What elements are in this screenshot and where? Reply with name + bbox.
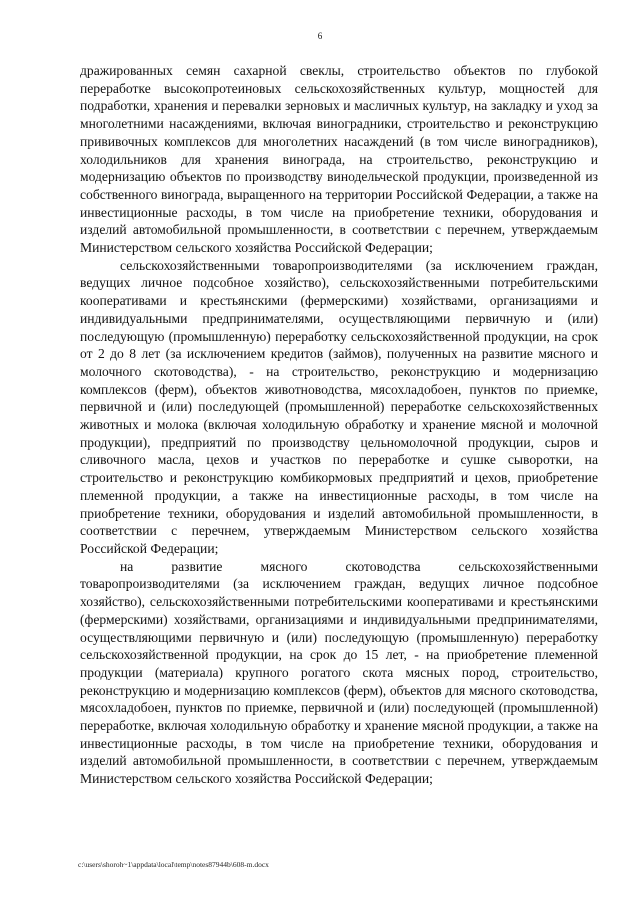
paragraph-continuation: дражированных семян сахарной свеклы, строительство объектов по глубокой переработке высокопротеиновых сельскохозяйственных культур, мощностей для подработки, хранения и перевалки зерновых и масличных культур, на закладку и уход за многолетними насаждениями, включая виноградники, строительство и реконструкцию прививочных комплексов для многолетних насаждений (в том числе виноградников), холодильников для хранения винограда, на строительство, реконструкцию и модернизацию объектов по производству винодельческой продукции, произведенной из собственного винограда, выращенного на территории Российской Федерации, а также на инвестиционные расходы, в том числе на приобретение техники, оборудования и изделий автомобильной промышленности, в соответствии с перечнем, утверждаемым Министерством сельского хозяйства Российской Федерации;: [80, 63, 598, 256]
page-number: 6: [317, 31, 323, 41]
paragraph-agricultural-producers: сельскохозяйственными товаропроизводителями (за исключением граждан, ведущих личное подсобное хозяйство), сельскохозяйственными потребительскими кооперативами и крестьянскими (фермерскими) хозяйствами, организациями и индивидуальными предпринимателями, осуществляющими первичную и (или) последующую (промышленную) переработку сельскохозяйственной продукции, на срок от 2 до 8 лет (за исключением кредитов (займов), полученных на развитие мясного и молочного скотоводства), - на строительство, реконструкцию и модернизацию комплексов (ферм), объектов животноводства, мясохладобоен, пунктов по приемке, первичной и (или) последующей (промышленной) переработке сельскохозяйственных животных и молока (включая холодильную обработку и хранение мясной и молочной продукции), предприятий по производству цельномолочной продукции, сыров и сливочного масла, цехов и участков по переработке и сушке сыворотки, на строительство и реконструкцию комбикормовых предприятий и цехов, приобретение племенной продукции, а также на инвестиционные расходы, в том числе на приобретение техники, оборудования и изделий автомобильной промышленности, в соответствии с перечнем, утверждаемым Министерством сельского хозяйства Российской Федерации;: [80, 257, 598, 556]
document-body: [80, 62, 598, 788]
paragraph-beef-cattle: на развитие мясного скотоводства сельскохозяйственными товаропроизводителями (за исключением граждан, ведущих личное подсобное хозяйство), сельскохозяйственными потребительскими кооперативами и крестьянскими (фермерскими) хозяйствами, организациями и индивидуальными предпринимателями, осуществляющими первичную и (или) последующую (промышленную) переработку сельскохозяйственной продукции, на срок до 15 лет, - на приобретение племенной продукции (материала) крупного рогатого скота мясных пород, строительство, реконструкцию и модернизацию комплексов (ферм), объектов для мясного скотоводства, мясохладобоен, пунктов по приемке, первичной и (или) последующей (промышленной) переработке, включая холодильную обработку и хранение мясной продукции, а также на инвестиционные расходы, в том числе на приобретение техники, оборудования и изделий автомобильной промышленности, в соответствии с перечнем, утверждаемым Министерством сельского хозяйства Российской Федерации;: [80, 558, 598, 787]
footer-file-path: c:\users\shoroh~1\appdata\local\temp\notes87944b\608-m.docx: [78, 860, 269, 869]
